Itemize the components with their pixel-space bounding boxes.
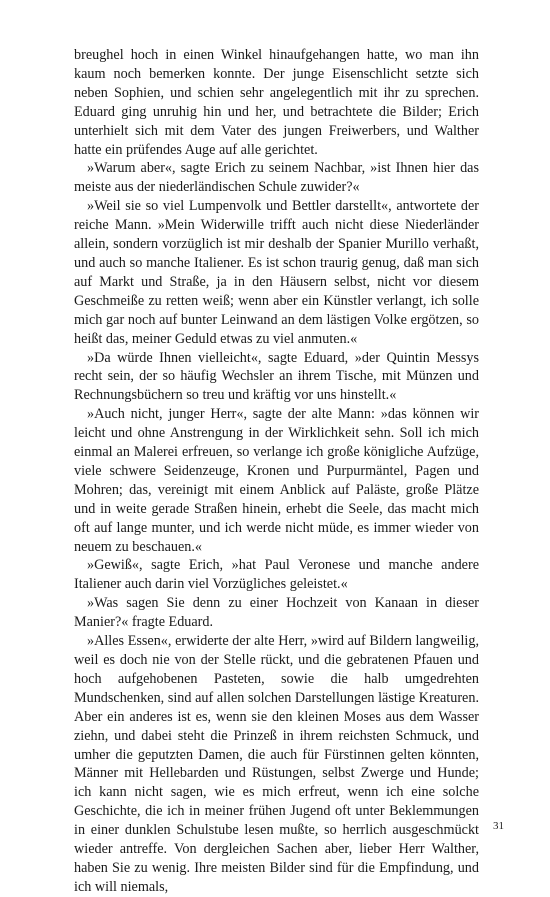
paragraph-7: »Was sagen Sie denn zu einer Hochzeit von Kanaan in dieser Manier?« fragte Eduard. — [74, 595, 479, 631]
page-number: 31 — [493, 820, 504, 832]
paragraph-1: breughel hoch in einen Winkel hinaufgehangen hatte, wo man ihn kaum noch bemerken konnte. Der junge Eisenschlicht setzte sich neben Sophien, und schien sehr angelegentlich mit ihr zu sprechen. Eduard ging unruhig hin und her, und betrachtete die Bilder; Erich unterhielt sich mit dem Vater des jungen Freiwerbers, und Walther hatte ein prüfendes Auge auf alle gerichtet. — [74, 47, 479, 158]
paragraph-3: »Weil sie so viel Lumpenvolk und Bettler darstellt«, antwortete der reiche Mann. »Mein Widerwille trifft auch nicht diese Niederländer allein, sondern vorzüglich ist mir deshalb der Spanier Murillo verhaßt, und auch so manche Italiener. Es ist schon traurig genug, daß man sich auf Markt und Straße, ja in den Häusern selbst, nicht vor diesem Geschmeiße zu retten weiß; wenn aber ein Künstler verlangt, ich solle mich gar noch auf bunter Leinwand an dem lästigen Volke ergötzen, so heißt das, meiner Geduld etwas zu viel anmuten.« — [74, 198, 479, 347]
paragraph-6: »Gewiß«, sagte Erich, »hat Paul Veronese und manche andere Italiener auch darin viel Vorzügliches geleistet.« — [74, 557, 479, 593]
paragraph-5: »Auch nicht, junger Herr«, sagte der alte Mann: »das können wir leicht und ohne Anstrengung in der Wirklichkeit sehn. Soll ich mich einmal an Malerei erfreuen, so verlange ich große königliche Aufzüge, viele schwere Seidenzeuge, Kronen und Purpurmäntel, Pagen und Mohren; das, vereinigt mit einem Anblick auf Paläste, große Plätze und in weite gerade Straßen hinein, erhebt die Seele, das macht mich oft auf lange munter, und ich werde nicht müde, es immer wieder von neuem zu beschauen.« — [74, 406, 479, 555]
paragraph-8: »Alles Essen«, erwiderte der alte Herr, »wird auf Bildern langweilig, weil es doch nie von der Stelle rückt, und die gebratenen Pfauen und hoch aufgehobenen Pasteten, sowie die halb umgedrehten Mundschenken, sind auf allen solchen Darstellungen lästige Kreaturen. Aber ein anderes ist es, wenn sie den kleinen Moses aus dem Wasser ziehn, und dabei steht die Prinzeß in ihrem reichsten Schmuck, und umher die geputzten Damen, die auch für Fürstinnen gelten könnten, Männer mit Hellebarden und Rüstungen, selbst Zwerge und Hunde; ich kann nicht sagen, wie es mich erfreut, wenn ich eine solche Geschichte, die ich in meiner frühen Jugend oft unter Beklemmungen in einer dunklen Schulstube lesen mußte, so herrlich ausgeschmückt wieder antreffe. Von dergleichen Sachen aber, lieber Herr Walther, haben Sie zu wenig. Ihre meisten Bilder sind für die Empfindung, und ich will niemals, — [74, 633, 479, 895]
paragraph-2: »Warum aber«, sagte Erich zu seinem Nachbar, »ist Ihnen hier das meiste aus der niederländischen Schule zuwider?« — [74, 160, 479, 196]
book-page-body — [74, 46, 479, 897]
paragraph-4: »Da würde Ihnen vielleicht«, sagte Eduard, »der Quintin Messys recht sein, der so häufig Wechsler an ihrem Tische, mit Münzen und Rechnungsbüchern so treu und kräftig vor uns hinstellt.« — [74, 349, 479, 404]
